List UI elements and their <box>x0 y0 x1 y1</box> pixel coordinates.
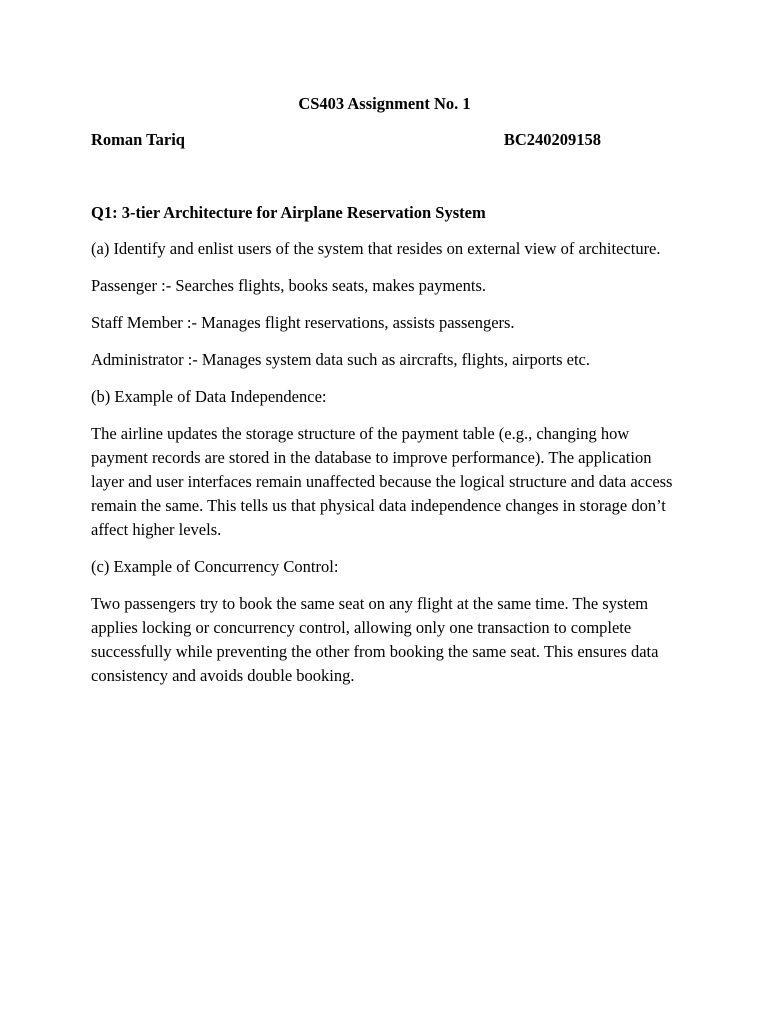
part-a-prompt: (a) Identify and enlist users of the system that resides on external view of architecture. <box>91 239 661 258</box>
user-item-staff: Staff Member :- Manages flight reservations, assists passengers. <box>91 313 515 332</box>
author-row <box>91 128 678 152</box>
student-name: Roman Tariq <box>91 130 185 149</box>
document-title: CS403 Assignment No. 1 <box>298 94 471 113</box>
user-item-passenger: Passenger :- Searches flights, books seats, makes payments. <box>91 276 487 295</box>
part-c-prompt: (c) Example of Concurrency Control: <box>91 557 339 576</box>
user-item-administrator: Administrator :- Manages system data such as aircrafts, flights, airports etc. <box>91 350 590 369</box>
question-heading: Q1: 3-tier Architecture for Airplane Reservation System <box>91 203 486 222</box>
part-b-prompt: (b) Example of Data Independence: <box>91 387 327 406</box>
part-c-answer: Two passengers try to book the same seat on any flight at the same time. The system applies locking or concurrency control, allowing only one transaction to complete successfully while preventing the other from booking the same seat. This ensures data consistency and avoids double booking. <box>91 594 659 685</box>
student-id: BC240209158 <box>503 130 601 149</box>
part-b-answer: The airline updates the storage structure of the payment table (e.g., changing how payment records are stored in the database to improve performance). The application layer and user interfaces remain unaffected because the logical structure and data access remain the same. This tells us that physical data independence changes in storage don’t affect higher levels. <box>91 424 673 539</box>
